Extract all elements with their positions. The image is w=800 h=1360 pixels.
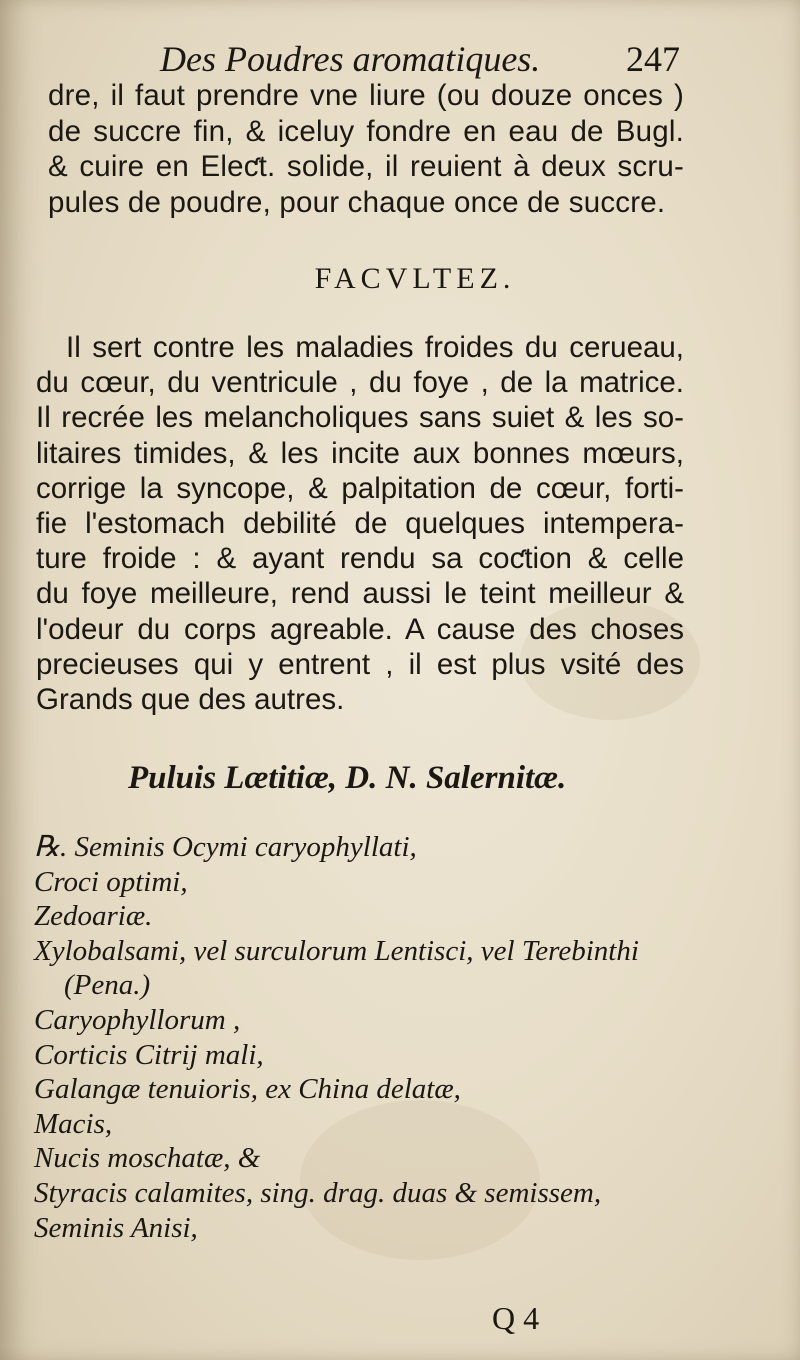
ingredient-line: Xylobalsami, vel surculorum Lentisci, vel Terebinthi	[34, 934, 639, 967]
faculties-paragraph	[36, 330, 684, 717]
recipe-list	[34, 830, 694, 1245]
text-line: Il recrée les melancholiques sans suiet & les so-	[36, 401, 684, 435]
opening-paragraph	[48, 78, 684, 220]
text-line: litaires timides, & les incite aux bonnes mœurs,	[36, 436, 684, 470]
text-line: Grands que des autres.	[36, 683, 345, 717]
text-line: fie l'estomach debilité de quelques intempera-	[36, 507, 684, 541]
ingredient-line: Galangæ tenuioris, ex China delatæ,	[34, 1073, 461, 1106]
running-head: Des Poudres aromatiques.	[160, 39, 541, 79]
text-line: dre, il faut prendre vne liure (ou douze onces )	[48, 79, 684, 112]
text-line: ture froide : & ayant rendu sa coƈtion & celle	[36, 542, 684, 576]
ingredient-line: Seminis Anisi,	[34, 1211, 198, 1244]
ingredient-line: Nucis moschatæ, &	[34, 1142, 261, 1175]
ingredient-line: ℞. Seminis Ocymi caryophyllati,	[34, 831, 417, 863]
page-number: 247	[626, 39, 680, 79]
ingredient-line: Corticis Citrij mali,	[34, 1038, 264, 1071]
section-heading: FACVLTEZ.	[314, 262, 516, 295]
text-line: Il sert contre les maladies froides du cerueau,	[66, 331, 684, 364]
text-line: & cuire en Eleƈt. solide, il reuient à deux scru-	[48, 150, 684, 183]
ingredient-line: (Pena.)	[64, 969, 151, 1002]
signature-mark: Q 4	[492, 1300, 540, 1336]
text-line: l'odeur du corps agreable. A cause des choses	[36, 612, 684, 646]
text-line: du cœur, du ventricule , du foye , de la matrice.	[36, 366, 684, 400]
text-line: pules de poudre, pour chaque once de succre.	[48, 185, 666, 219]
ingredient-line: Croci optimi,	[34, 865, 188, 898]
text-line: corrige la syncope, & palpitation de cœur, forti-	[36, 471, 684, 505]
ingredient-line: Styracis calamites, sing. drag. duas & semissem,	[34, 1176, 602, 1209]
ingredient-line: Caryophyllorum ,	[34, 1003, 241, 1036]
ingredient-line: Zedoariæ.	[34, 900, 153, 933]
text-line: de succre fin, & iceluy fondre en eau de Bugl.	[48, 114, 684, 148]
recipe-title: Puluis Lætitiæ, D. N. Salernitæ.	[128, 760, 567, 796]
ingredient-line: Macis,	[34, 1107, 113, 1140]
text-line: precieuses qui y entrent , il est plus vsité des	[36, 647, 684, 681]
text-line: du foye meilleure, rend aussi le teint meilleur &	[36, 577, 684, 611]
